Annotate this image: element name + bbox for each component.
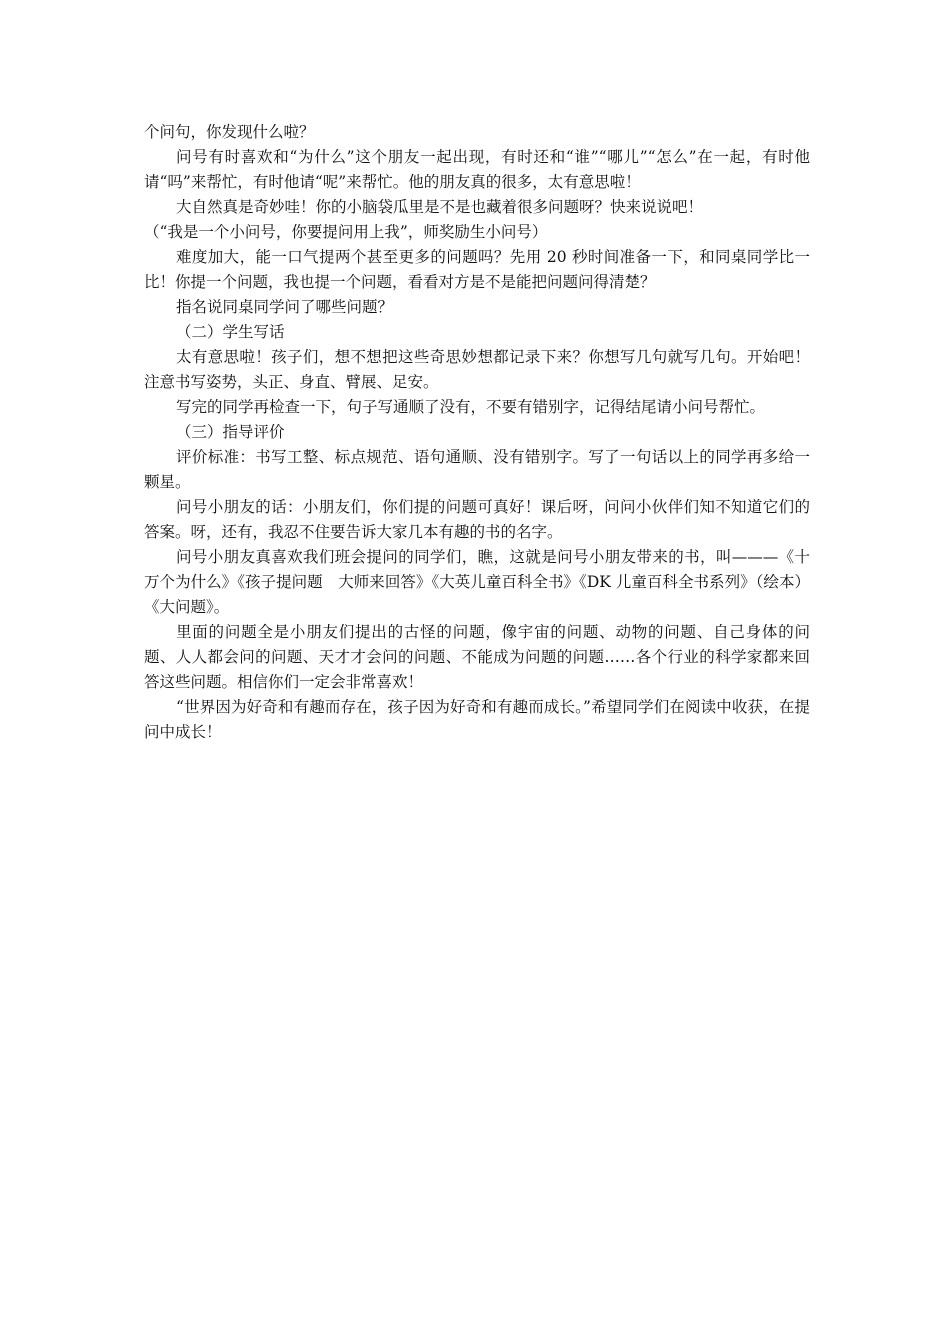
paragraph: （“我是一个小问号，你要提问用上我”，师奖励生小问号） — [144, 223, 548, 241]
section-heading: （二）学生写话 — [176, 323, 285, 341]
paragraph: “世界因为好奇和有趣而存在，孩子因为好奇和有趣而成长。”希望同学们在阅读中收获，在提问中成长！ — [144, 698, 810, 741]
paragraph: 问号有时喜欢和“为什么”这个朋友一起出现，有时还和“谁”“哪儿”“怎么”在一起，有时他请“吗”来帮忙，有时他请“呢”来帮忙。他的朋友真的很多，太有意思啦！ — [144, 148, 810, 191]
paragraph: 问号小朋友的话：小朋友们，你们提的问题可真好！课后呀，问问小伙伴们知不知道它们的答案。呀，还有，我忍不住要告诉大家几本有趣的书的名字。 — [144, 498, 810, 541]
paragraph: 难度加大，能一口气提两个甚至更多的问题吗？先用 20 秒时间准备一下，和同桌同学比一比！你提一个问题，我也提一个问题，看看对方是不是能把问题问得清楚？ — [144, 248, 810, 291]
document-body — [144, 120, 810, 745]
section-heading: （三）指导评价 — [176, 423, 285, 441]
paragraph: 评价标准：书写工整、标点规范、语句通顺、没有错别字。写了一句话以上的同学再多给一颗星。 — [144, 448, 810, 491]
paragraph: 太有意思啦！孩子们，想不想把这些奇思妙想都记录下来？你想写几句就写几句。开始吧！注意书写姿势，头正、身直、臂展、足安。 — [144, 348, 810, 391]
paragraph: 大自然真是奇妙哇！你的小脑袋瓜里是不是也藏着很多问题呀？快来说说吧！ — [176, 198, 704, 216]
paragraph: 指名说同桌同学问了哪些问题？ — [176, 298, 394, 316]
paragraph: 个问句，你发现什么啦？ — [144, 123, 315, 141]
paragraph: 写完的同学再检查一下，句子写通顺了没有，不要有错别字，记得结尾请小问号帮忙。 — [176, 398, 766, 416]
paragraph: 里面的问题全是小朋友们提出的古怪的问题，像宇宙的问题、动物的问题、自己身体的问题、人人都会问的问题、天才才会问的问题、不能成为问题的问题……各个行业的科学家都来回答这些问题。相信你们一定会非常喜欢！ — [144, 623, 810, 691]
paragraph: 问号小朋友真喜欢我们班会提问的同学们，瞧，这就是问号小朋友带来的书，叫———《十万个为什么》《孩子提问题 大师来回答》《大英儿童百科全书》《DK 儿童百科全书系列》（绘本）《大问题》。 — [144, 548, 810, 616]
